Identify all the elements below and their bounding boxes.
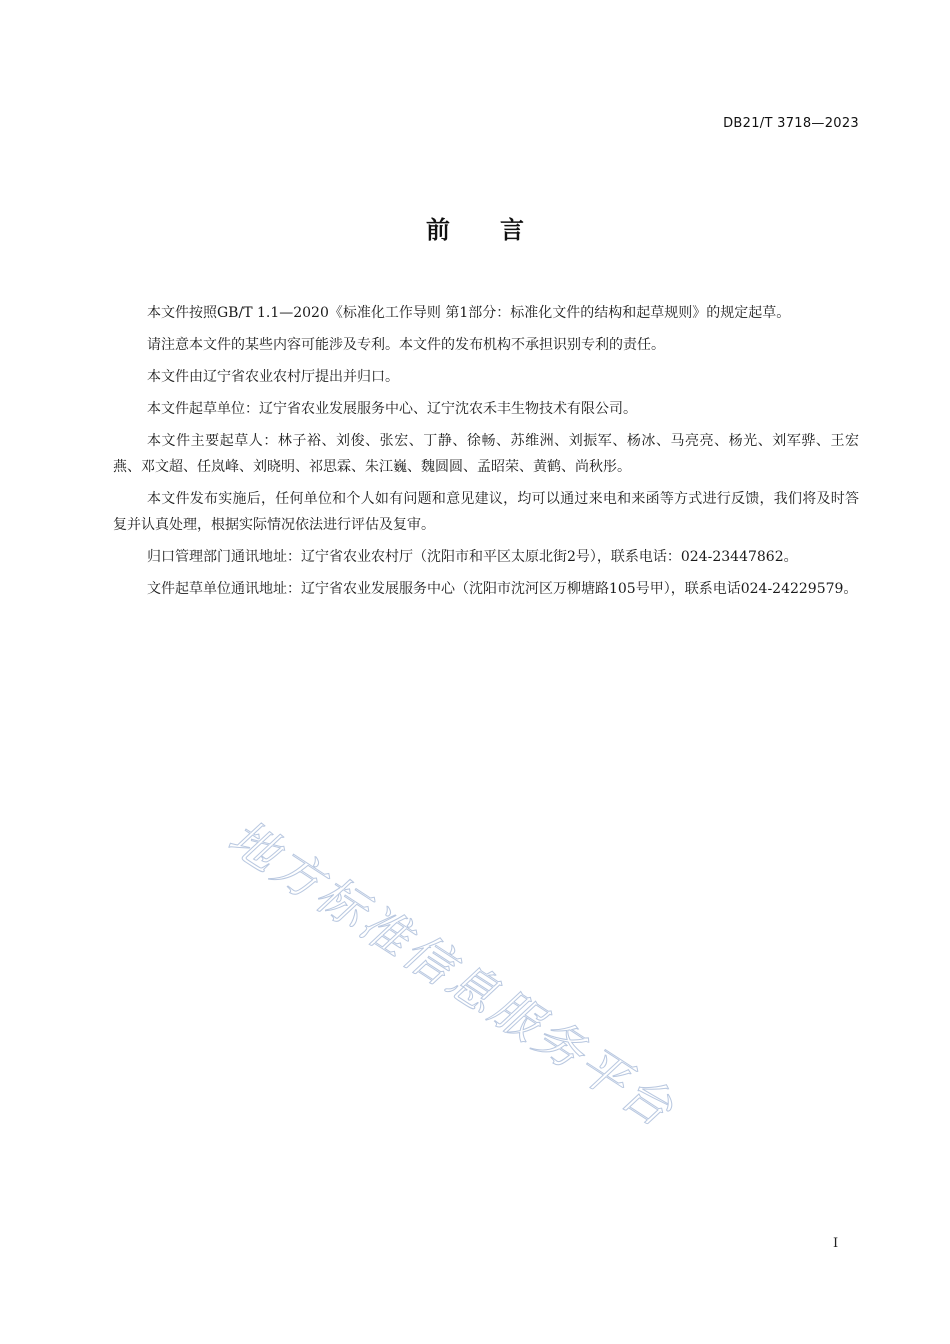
paragraph-authority-address: 归口管理部门通讯地址：辽宁省农业农村厅（沈阳市和平区太原北街2号），联系电话：024-23447862。 <box>147 549 798 565</box>
paragraph-feedback: 本文件发布实施后，任何单位和个人如有问题和意见建议，均可以通过来电和来函等方式进行反馈，我们将及时答复并认真处理，根据实际情况依法进行评估及复审。 <box>113 491 859 533</box>
paragraph-drafter-address: 文件起草单位通讯地址：辽宁省农业发展服务中心（沈阳市沈河区万柳塘路105号甲），联系电话024-24229579。 <box>147 581 858 597</box>
page-title: 前言 <box>426 216 574 244</box>
document-body <box>113 300 859 608</box>
paragraph-drafting-rules: 本文件按照GB/T 1.1—2020《标准化工作导则 第1部分：标准化文件的结构和起草规则》的规定起草。 <box>147 305 791 321</box>
page-number: I <box>833 1236 839 1251</box>
paragraph-proposer: 本文件由辽宁省农业农村厅提出并归口。 <box>147 369 399 385</box>
paragraph-patent-notice: 请注意本文件的某些内容可能涉及专利。本文件的发布机构不承担识别专利的责任。 <box>147 337 665 353</box>
watermark: 地方标准信息服务平台 <box>218 809 686 1140</box>
paragraph-drafting-units: 本文件起草单位：辽宁省农业发展服务中心、辽宁沈农禾丰生物技术有限公司。 <box>147 401 637 417</box>
paragraph-drafters: 本文件主要起草人：林子裕、刘俊、张宏、丁静、徐畅、苏维洲、刘振军、杨冰、马亮亮、杨光、刘军骅、王宏燕、邓文超、任岚峰、刘晓明、祁思霖、朱江巍、魏圆圆、孟昭荣、黄鹤、尚秋彤。 <box>113 433 859 475</box>
document-code: DB21/T 3718—2023 <box>723 116 859 131</box>
